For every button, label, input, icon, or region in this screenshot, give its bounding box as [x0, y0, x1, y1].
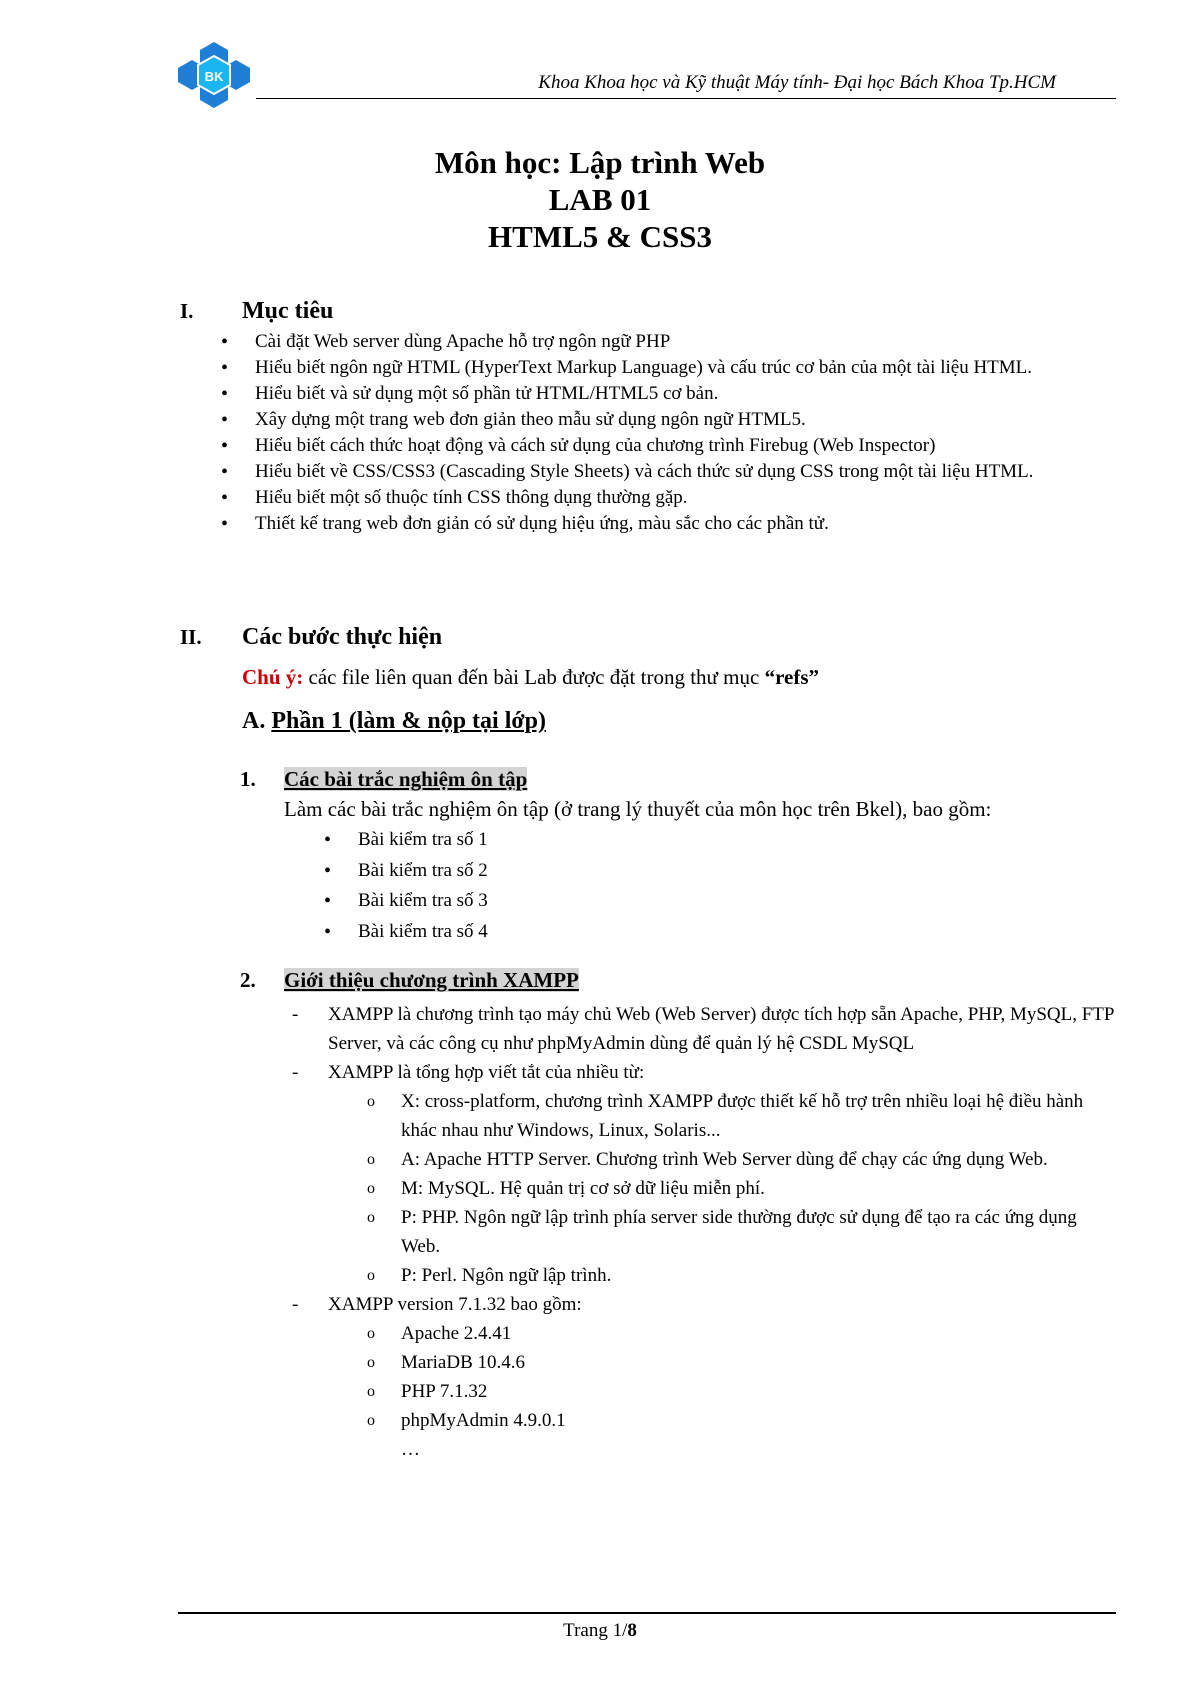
- circle-marker: o: [367, 1267, 375, 1284]
- list-item: [367, 1203, 1118, 1261]
- section-number: II.: [180, 625, 202, 649]
- list-item: • Hiểu biết một số thuộc tính CSS thông dụng thường gặp.: [255, 485, 1117, 511]
- list-item: • Hiểu biết cách thức hoạt động và cách sử dụng của chương trình Firebug (Web Inspector): [255, 433, 1117, 459]
- dash-marker: -: [292, 1062, 299, 1083]
- part-prefix: A.: [242, 708, 272, 734]
- list-item: [292, 1290, 1118, 1464]
- list-item: [401, 1435, 1118, 1464]
- list-item: [292, 1000, 1118, 1058]
- circle-marker: o: [367, 1354, 375, 1371]
- item-title: Giới thiệu chương trình XAMPP: [284, 968, 579, 992]
- dash-marker: -: [292, 1004, 299, 1025]
- list-item: [367, 1261, 1118, 1290]
- section-number: I.: [180, 299, 194, 323]
- circle-marker: o: [367, 1383, 375, 1400]
- acronym-item: X: cross-platform, chương trình XAMPP được thiết kế hỗ trợ trên nhiều loại hệ điều hành khác nhau như Windows, Linux, Solaris...: [401, 1091, 1084, 1141]
- header-text: Khoa Khoa học và Kỹ thuật Máy tính- Đại học Bách Khoa Tp.HCM: [538, 72, 1056, 93]
- acronym-intro: XAMPP là tổng hợp viết tắt của nhiều từ:: [328, 1062, 645, 1083]
- note-label: Chú ý:: [242, 665, 304, 689]
- part-title: Phần 1 (làm & nộp tại lớp): [271, 708, 546, 734]
- title-line-course: Môn học: Lập trình Web: [434, 145, 766, 180]
- list-item: • Cài đặt Web server dùng Apache hỗ trợ ngôn ngữ PHP: [255, 329, 1117, 355]
- list-item: • Bài kiểm tra số 1: [358, 825, 958, 856]
- list-item: [367, 1087, 1118, 1145]
- item-heading-xampp: [240, 968, 579, 993]
- footer-rule: [178, 1612, 1116, 1614]
- page-footer: [0, 1620, 1200, 1642]
- circle-marker: o: [367, 1412, 375, 1429]
- item-number: 2.: [240, 968, 256, 992]
- component-item: Apache 2.4.41: [401, 1323, 512, 1344]
- list-item: • Hiểu biết về CSS/CSS3 (Cascading Style Sheets) và cách thức sử dụng CSS trong một tài liệu HTML.: [255, 459, 1117, 485]
- note-folder: “refs”: [764, 665, 820, 689]
- section-heading-objectives: [180, 298, 333, 325]
- item-number: 1.: [240, 767, 256, 791]
- circle-marker: o: [367, 1180, 375, 1197]
- circle-marker: o: [367, 1325, 375, 1342]
- list-item: [367, 1406, 1118, 1435]
- component-item: PHP 7.1.32: [401, 1381, 488, 1402]
- page-header: [178, 40, 1116, 102]
- list-item: • Bài kiểm tra số 4: [358, 917, 958, 948]
- list-item: [367, 1319, 1118, 1348]
- svg-text:BK: BK: [204, 69, 224, 84]
- quiz-list: [358, 825, 958, 947]
- document-title: [0, 144, 1200, 255]
- bk-logo: [178, 40, 250, 110]
- component-item: phpMyAdmin 4.9.0.1: [401, 1410, 566, 1431]
- circle-marker: o: [367, 1209, 375, 1226]
- acronym-item: P: Perl. Ngôn ngữ lập trình.: [401, 1265, 612, 1286]
- list-item: [367, 1377, 1118, 1406]
- list-item: • Bài kiểm tra số 2: [358, 856, 958, 887]
- circle-marker: o: [367, 1151, 375, 1168]
- acronym-item: A: Apache HTTP Server. Chương trình Web Server dùng để chạy các ứng dụng Web.: [401, 1149, 1048, 1170]
- list-item: • Hiểu biết và sử dụng một số phần tử HTML/HTML5 cơ bản.: [255, 381, 1117, 407]
- page-number-prefix: Trang 1/: [563, 1620, 628, 1641]
- list-item: • Xây dựng một trang web đơn giản theo mẫu sử dụng ngôn ngữ HTML5.: [255, 407, 1117, 433]
- version-intro: XAMPP version 7.1.32 bao gồm:: [328, 1294, 582, 1315]
- list-item: [292, 1058, 1118, 1290]
- part-heading: [242, 708, 546, 735]
- item-title: Các bài trắc nghiệm ôn tập: [284, 767, 528, 791]
- component-list: [328, 1319, 1118, 1464]
- note: [242, 665, 819, 690]
- title-line-lab: LAB 01: [548, 182, 652, 217]
- dash-marker: -: [292, 1294, 299, 1315]
- section-heading-steps: [180, 624, 442, 651]
- item-heading-quizzes: [240, 767, 527, 792]
- section-title: Mục tiêu: [242, 298, 334, 324]
- quiz-intro: Làm các bài trắc nghiệm ôn tập (ở trang lý thuyết của môn học trên Bkel), bao gồm:: [284, 797, 992, 821]
- component-item: MariaDB 10.4.6: [401, 1352, 526, 1373]
- page-total: 8: [627, 1620, 637, 1641]
- acronym-item: M: MySQL. Hệ quản trị cơ sở dữ liệu miễn phí.: [401, 1178, 765, 1199]
- list-item: [367, 1145, 1118, 1174]
- acronym-list: [328, 1087, 1118, 1290]
- acronym-item: P: PHP. Ngôn ngữ lập trình phía server side thường được sử dụng để tạo ra các ứng dụng Web.: [401, 1207, 1077, 1257]
- section-title: Các bước thực hiện: [242, 624, 443, 650]
- list-item: [367, 1174, 1118, 1203]
- list-item: • Bài kiểm tra số 3: [358, 886, 958, 917]
- objectives-list: [255, 329, 1117, 537]
- circle-marker: o: [367, 1093, 375, 1110]
- title-line-topic: HTML5 & CSS3: [488, 219, 712, 254]
- list-item: • Thiết kế trang web đơn giản có sử dụng hiệu ứng, màu sắc cho các phần tử.: [255, 511, 1117, 537]
- xampp-description: [292, 1000, 1118, 1464]
- list-item: [367, 1348, 1118, 1377]
- header-rule: [256, 98, 1116, 99]
- note-text: các file liên quan đến bài Lab được đặt trong thư mục: [303, 665, 765, 689]
- ellipsis: …: [401, 1439, 420, 1460]
- xampp-definition: XAMPP là chương trình tạo máy chủ Web (Web Server) được tích hợp sẵn Apache, PHP, MySQL, FTP Server, và các công cụ như phpMyAdmin dùng để quản lý hệ CSDL MySQL: [328, 1004, 1114, 1054]
- list-item: • Hiểu biết ngôn ngữ HTML (HyperText Markup Language) và cấu trúc cơ bản của một tài liệu HTML.: [255, 355, 1117, 381]
